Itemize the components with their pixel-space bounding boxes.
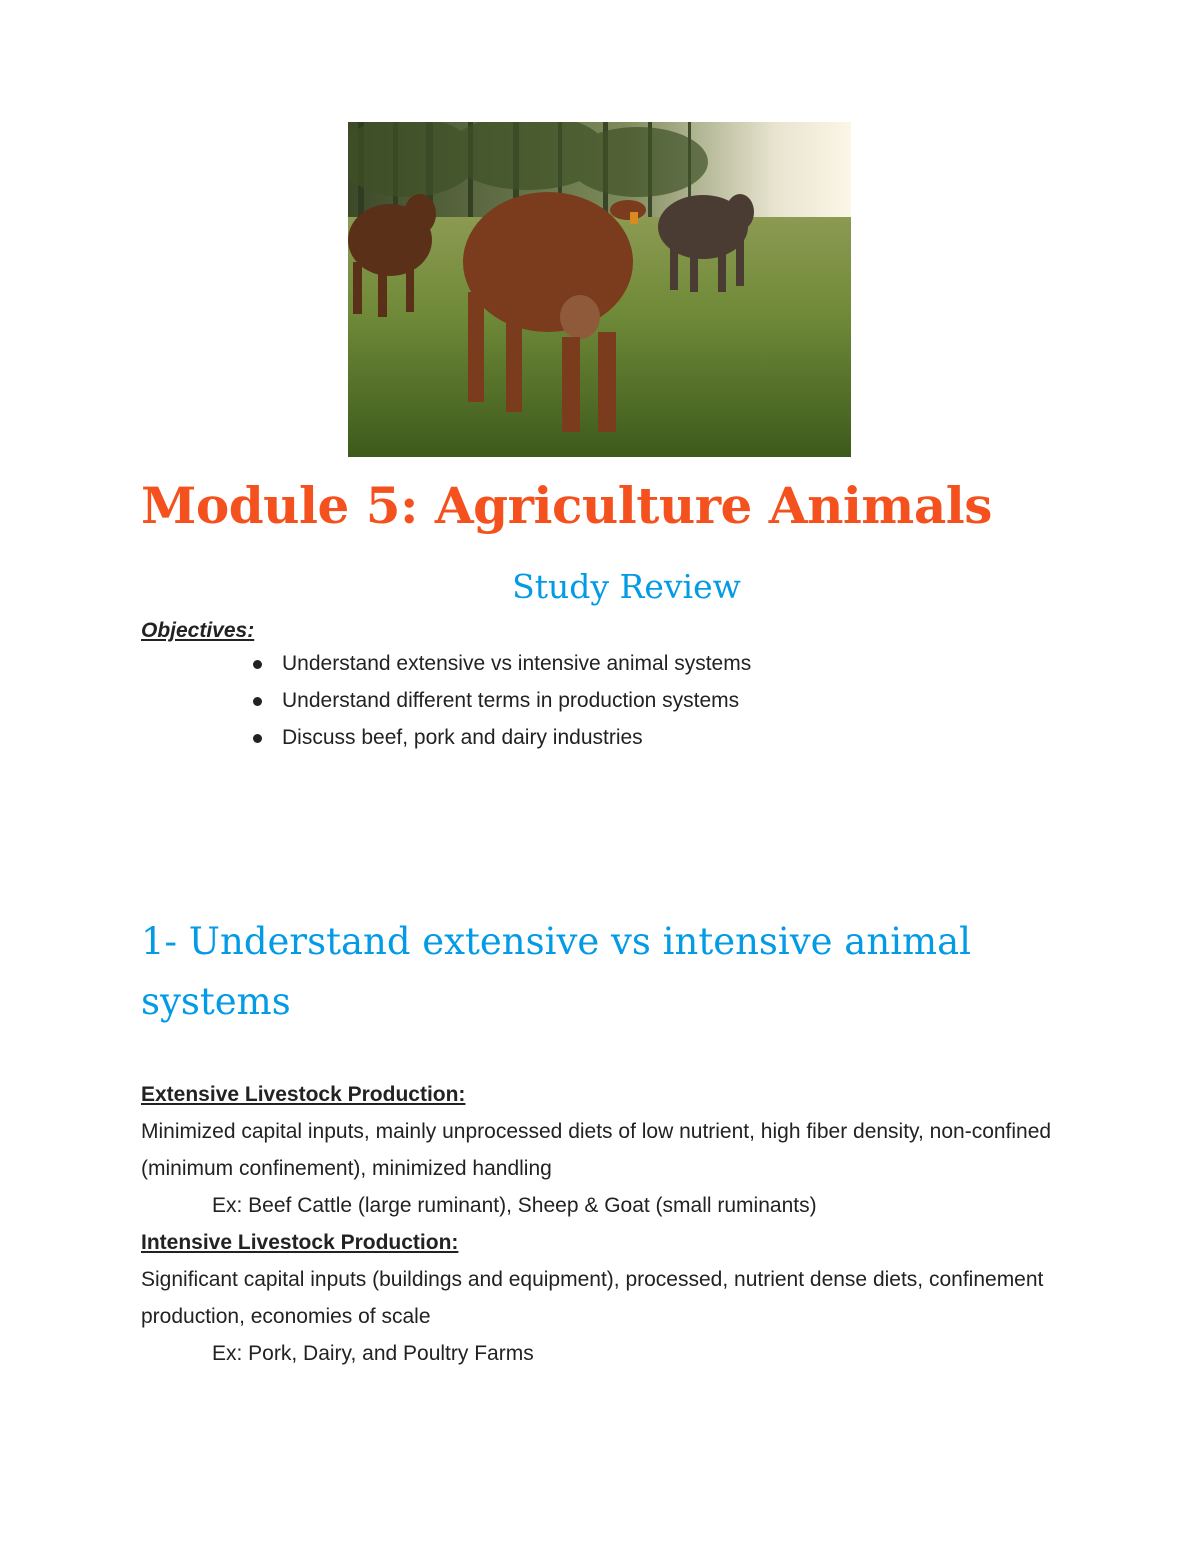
objective-item: Discuss beef, pork and dairy industries — [247, 719, 751, 756]
page-title: Module 5: Agriculture Animals — [141, 476, 992, 535]
intensive-label: Intensive Livestock Production: — [141, 1231, 459, 1254]
objective-item: Understand extensive vs intensive animal systems — [247, 645, 751, 682]
extensive-text: Minimized capital inputs, mainly unprocessed diets of low nutrient, high fiber density, non-confined (minimum confinement), minimized handling — [141, 1120, 1052, 1180]
section-body — [141, 1076, 1101, 1372]
objectives-list — [247, 645, 751, 756]
page-subtitle: Study Review — [512, 567, 741, 606]
section-heading: 1- Understand extensive vs intensive animal systems — [141, 920, 972, 1023]
intensive-example: Ex: Pork, Dairy, and Poultry Farms — [212, 1342, 534, 1365]
objective-item: Understand different terms in production systems — [247, 682, 751, 719]
objectives-label: Objectives: — [141, 619, 255, 642]
intensive-text: Significant capital inputs (buildings and equipment), processed, nutrient dense diets, confinement production, economies of scale — [141, 1268, 1044, 1328]
cattle-photo — [348, 122, 851, 457]
extensive-label: Extensive Livestock Production: — [141, 1083, 466, 1106]
extensive-example: Ex: Beef Cattle (large ruminant), Sheep & Goat (small ruminants) — [212, 1194, 817, 1217]
